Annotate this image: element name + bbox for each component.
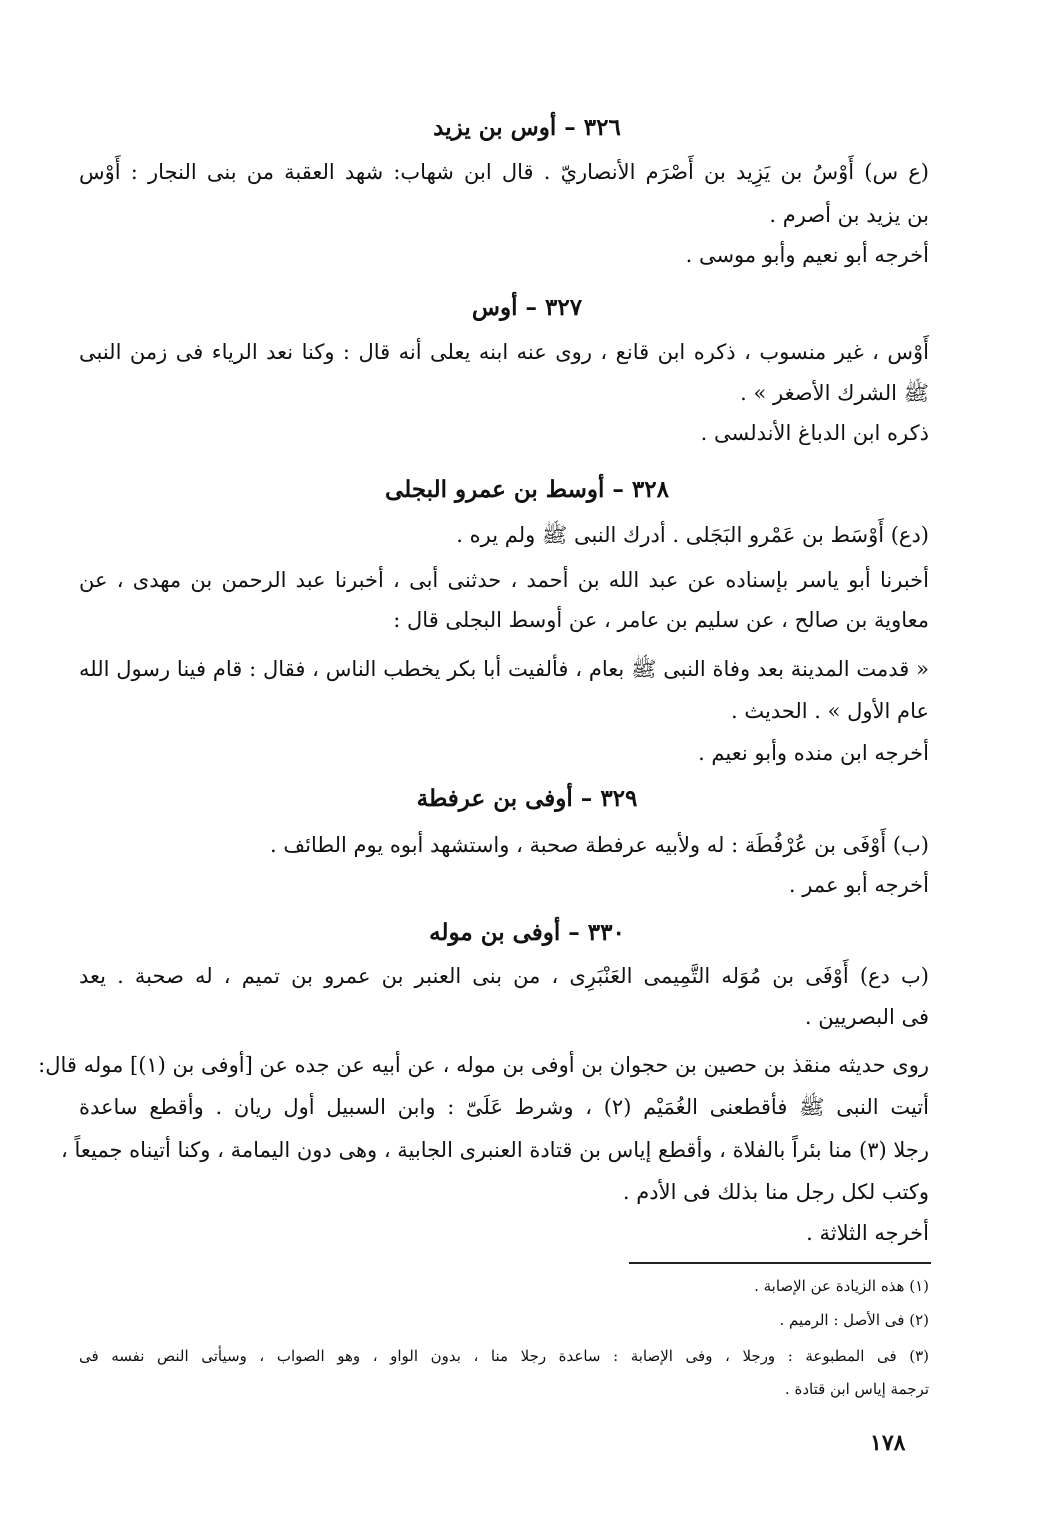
entry-text-line: (ب دع) أَوْفَى بن مُوَله التَّمِيمى العَنْبَرِى ، من بنى العنبر بن عمرو بن تميم ، له صحبة . يعد — [79, 964, 929, 988]
footnote: (٣) فى المطبوعة : ورجلا ، وفى الإصابة : ساعدة رجلا منا ، بدون الواو ، وهو الصواب ، وسيأتى النص نفسه فى — [79, 1347, 929, 1365]
entry-text-line: أتيت النبى ﷺ فأقطعنى الغُمَيْم (٢) ، وشرط عَلَىّ : وابن السبيل أول ريان . وأقطع ساعدة — [79, 1095, 929, 1119]
entry-text-line: أخبرنا أبو ياسر بإسناده عن عبد الله بن أحمد ، حدثنى أبى ، أخبرنا عبد الرحمن بن مهدى ، عن — [79, 568, 929, 592]
entry-text-line: (ع س) أَوْسُ بن يَزِيد بن أَصْرَم الأنصاريّ . قال ابن شهاب: شهد العقبة من بنى النجار : أَوْس — [79, 160, 929, 184]
entry-heading: ٣٢٩ – أوفى بن عرفطة — [416, 785, 638, 812]
entry-text-line: عام الأول » . الحديث . — [731, 699, 929, 723]
entry-heading: ٣٣٠ – أوفى بن موله — [429, 919, 625, 946]
footnote-separator — [629, 1262, 931, 1264]
entry-heading: ٣٢٦ – أوس بن يزيد — [433, 114, 621, 141]
entry-heading: ٣٢٨ – أوسط بن عمرو البجلى — [385, 476, 669, 503]
entry-text-line: فى البصريين . — [804, 1005, 929, 1029]
entry-text-line: روى حديثه منقذ بن حصين بن حجوان بن أوفى بن موله ، عن أبيه عن جده عن [أوفى بن (١)] موله قال: — [38, 1053, 929, 1077]
entry-text-line: ﷺ الشرك الأصغر » . — [740, 381, 929, 405]
entry-text-line: وكتب لكل رجل منا بذلك فى الأدم . — [622, 1180, 929, 1204]
page-number: ١٧٨ — [870, 1430, 906, 1456]
entry-text-line: رجلا (٣) منا بئراً بالفلاة ، وأقطع إياس بن قتادة العنبرى الجابية ، وهى دون اليمامة ، وكنا أتيناه جميعاً ، — [61, 1138, 929, 1162]
entry-text-line: أَوْس ، غير منسوب ، ذكره ابن قانع ، روى عنه ابنه يعلى أنه قال : وكنا نعد الرياء فى زمن النبى — [79, 340, 929, 364]
entry-text-line: أخرجه أبو عمر . — [788, 873, 929, 897]
entry-text-line: أخرجه ابن منده وأبو نعيم . — [698, 741, 929, 765]
entry-text-line: أخرجه الثلاثة . — [806, 1221, 929, 1245]
entry-heading: ٣٢٧ – أوس — [471, 294, 583, 321]
footnote: (٢) فى الأصل : الرميم . — [779, 1311, 929, 1329]
entry-text-line: معاوية بن صالح ، عن سليم بن عامر ، عن أوسط البجلى قال : — [393, 608, 929, 632]
footnote: (١) هذه الزيادة عن الإصابة . — [754, 1277, 929, 1295]
entry-text-line: (دع) أَوْسَط بن عَمْرو البَجَلى . أدرك النبى ﷺ ولم يره . — [456, 523, 929, 547]
footnote: ترجمة إياس ابن قتادة . — [784, 1380, 929, 1398]
entry-text-line: بن يزيد بن أصرم . — [769, 203, 929, 227]
entry-text-line: « قدمت المدينة بعد وفاة النبى ﷺ بعام ، فألفيت أبا بكر يخطب الناس ، فقال : قام فينا رسول الله — [79, 657, 929, 681]
entry-text-line: أخرجه أبو نعيم وأبو موسى . — [685, 243, 929, 267]
entry-text-line: ذكره ابن الدباغ الأندلسى . — [700, 421, 929, 445]
entry-text-line: (ب) أَوْفَى بن عُرْفُطَة : له ولأبيه عرفطة صحبة ، واستشهد أبوه يوم الطائف . — [270, 833, 929, 857]
